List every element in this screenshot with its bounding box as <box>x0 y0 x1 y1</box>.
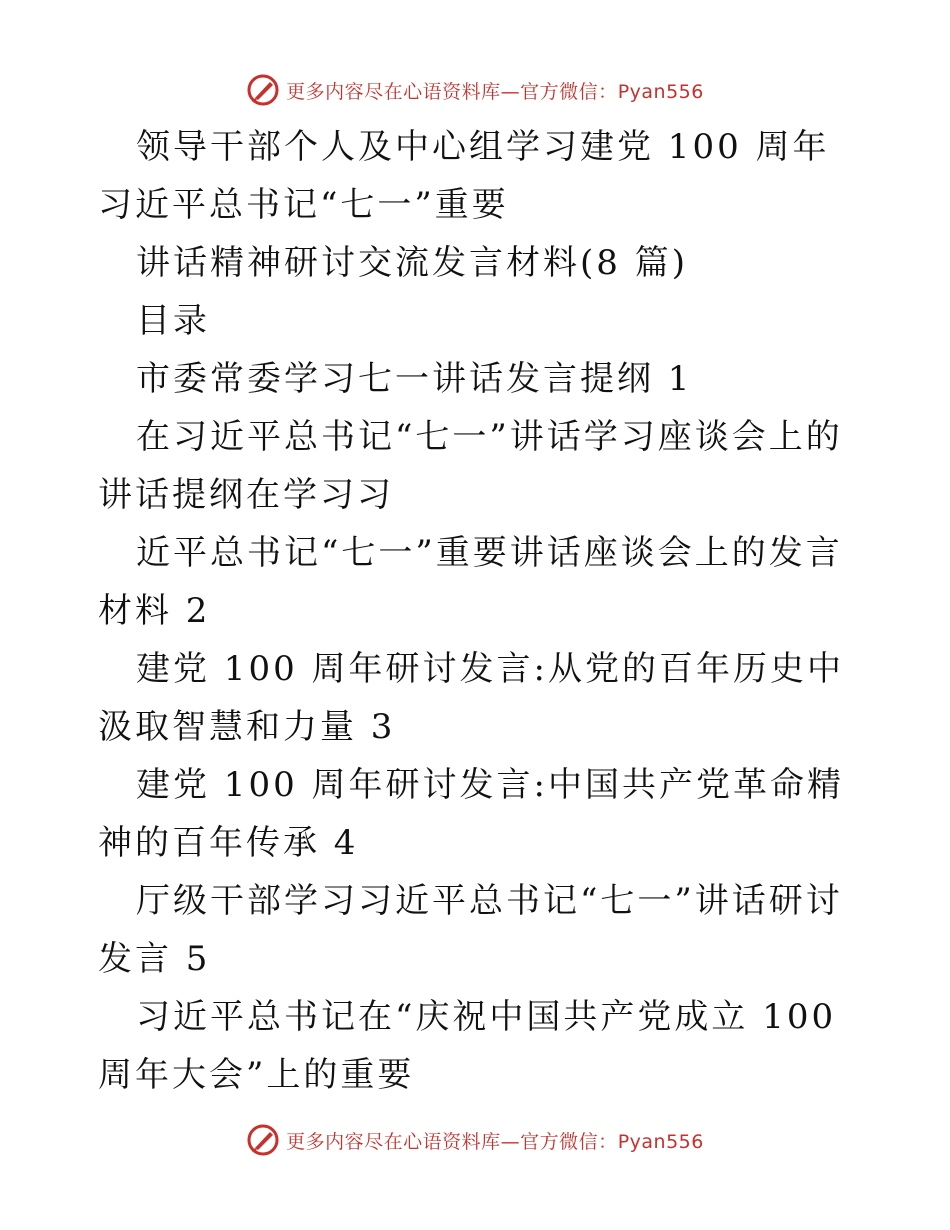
watermark-text: 更多内容尽在心语资料库—官方微信：Pyan556 <box>286 1130 704 1153</box>
footer-watermark <box>0 1120 950 1160</box>
quill-circle-icon <box>246 1123 280 1157</box>
quill-circle-icon <box>246 73 280 107</box>
toc-heading: 目录 <box>136 301 210 341</box>
toc-item: 在习近平总书记“七一”讲话学习座谈会上的讲话提纲在学习习 <box>98 417 843 515</box>
document-body <box>98 118 858 1104</box>
toc-item: 市委常委学习七一讲话发言提纲 1 <box>136 359 693 399</box>
document-title-line-2: 讲话精神研讨交流发言材料(8 篇) <box>136 243 688 283</box>
toc-item: 厅级干部学习习近平总书记“七一”讲话研讨发言 5 <box>98 881 843 979</box>
toc-item: 建党 100 周年研讨发言:从党的百年历史中汲取智慧和力量 3 <box>98 649 844 747</box>
toc-item: 建党 100 周年研讨发言:中国共产党革命精神的百年传承 4 <box>98 765 844 863</box>
header-watermark <box>0 70 950 110</box>
toc-item: 近平总书记“七一”重要讲话座谈会上的发言材料 2 <box>98 533 843 631</box>
watermark-text: 更多内容尽在心语资料库—官方微信：Pyan556 <box>286 80 704 103</box>
toc-item: 习近平总书记在“庆祝中国共产党成立 100 周年大会”上的重要 <box>98 997 837 1095</box>
document-title-line-1: 领导干部个人及中心组学习建党 100 周年习近平总书记“七一”重要 <box>98 127 830 225</box>
